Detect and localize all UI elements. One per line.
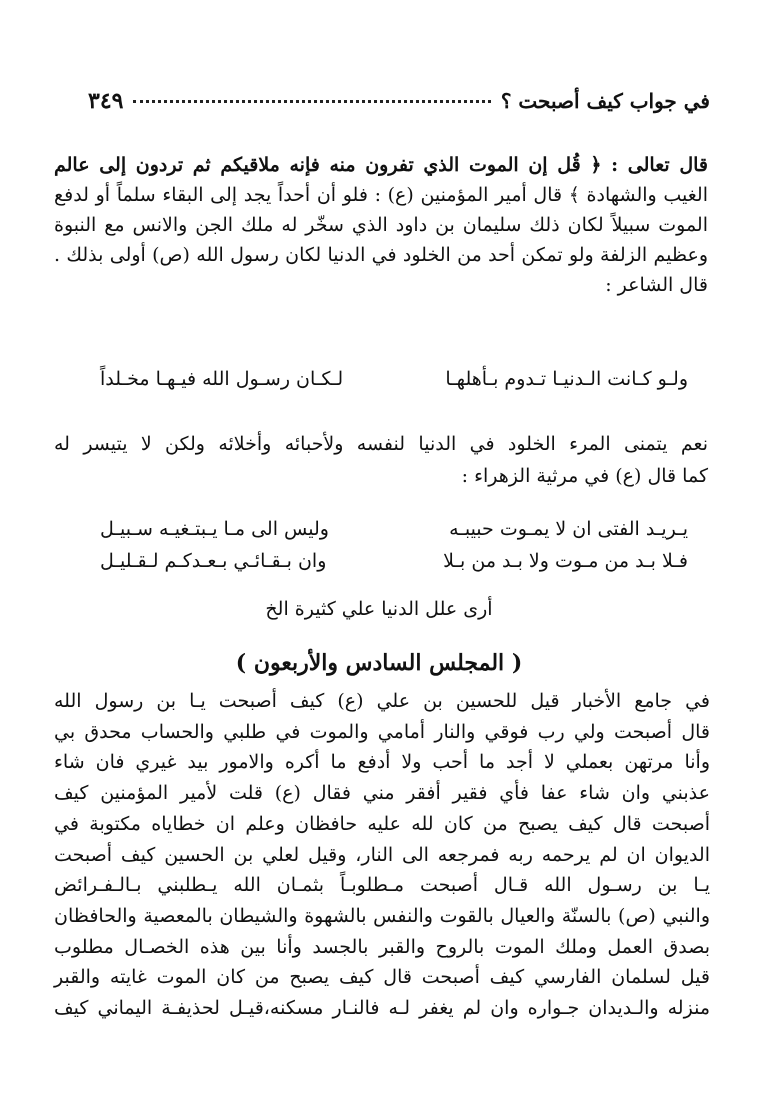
verse-hemistich: فـلا بـد من مـوت ولا بـد من بـلا (443, 550, 688, 572)
body-line: قيل لسلمان الفارسي كيف أصبحت قال كيف يصبح من كان الموت غايته والقبر (54, 966, 710, 989)
dot-leader (133, 100, 490, 103)
page-number: ٣٤٩ (88, 88, 124, 114)
paragraph-line: كما قال (ع) في مرثية الزهراء : (461, 465, 708, 487)
body-line: أصبحت قال كيف يصبح من كان لله عليه حافظان وعلم ان خطاياه مكتوبة في (54, 812, 710, 835)
body-line: يـا بن رسـول الله قـال أصبحت مـطلوبـاً بثمـان الله يـطلبني بـالـفـرائض (54, 874, 710, 897)
body-line: والنبي (ص) بالسنّة والعيال بالقوت والنفس بالشهوة والشيطان بالمعصية والحافظان (54, 904, 710, 927)
verse-hemistich: لـكـان رسـول الله فيـهـا مخـلداً (100, 368, 344, 390)
body-line: عذبني وان شاء عفا فأي فقير أفقر مني فقال (ع) قلت لأمير المؤمنين كيف (54, 782, 710, 805)
intro-line: الغيب والشهادة ﴾ قال أمير المؤمنين (ع) : فلو أن أحداً يجد إلى البقاء سلماً أو لدفع (54, 184, 708, 206)
body-line: الديوان ان لم يرحمه ربه فمرجعه الى النار، وقيل لعلي بن الحسين كيف أصبحت (54, 843, 710, 866)
verse-hemistich: وليس الى مـا يـبتـغيـه سـبيـل (100, 518, 329, 540)
verse-couplet (100, 368, 688, 390)
verse-hemistich: يـريـد الفتى ان لا يمـوت حبيبـه (449, 518, 688, 540)
intro-line: قال الشاعر : (605, 274, 708, 296)
intro-line: الموت سبيلاً لكان ذلك سليمان بن داود الذي سخّر له ملك الجن والانس مع النبوة (54, 214, 708, 236)
body-line: وأنا مرتهن بعملي لا أجد ما أحب ولا أدفع ما أكره والامور بيد غيري فان شاء (54, 751, 710, 774)
body-line: في جامع الأخبار قيل للحسين بن علي (ع) كيف أصبحت يـا بن رسول الله (54, 690, 710, 712)
body-text (54, 686, 710, 1024)
body-line: قال أصبحت ولي رب فوقي والنار أمامي والموت في طلبي والحساب محدق بي (54, 720, 710, 743)
running-title: في جواب كيف أصبحت ؟ (500, 89, 710, 113)
body-line: منزله والـديدان جـواره وان لم يغفر لـه فالنـار مسكنه،قيـل لحذيفـة اليماني كيف (54, 997, 710, 1020)
verse-hemistich: ولـو كـانت الـدنيـا تـدوم بـأهلهـا (445, 368, 688, 390)
verse-couplet (100, 518, 688, 540)
verse-hemistich: وان بـقـائـي بـعـدكـم لـقـليـل (100, 550, 327, 572)
body-line: بصدق العمل وملك الموت بالروح والقبر بالجسد وأنا بين هذه الخصـال مطلوب (54, 935, 710, 958)
second-paragraph (54, 428, 708, 492)
verse-couplet (100, 550, 688, 572)
intro-line: وعظيم الزلفة ولو تمكن أحد من الخلود في الدنيا لكان رسول الله (ص) أولى بذلك . (54, 244, 708, 266)
running-header (88, 84, 710, 118)
intro-line: قال تعالى : ﴿ قُل إن الموت الذي تفرون منه فإنه ملاقيكم ثم تردون إلى عالم (54, 154, 708, 176)
intro-paragraph (54, 150, 708, 300)
section-title: ( المجلس السادس والأربعون ) (235, 650, 523, 676)
verse-line: أرى علل الدنيا علي كثيرة الخ (265, 598, 493, 620)
paragraph-line: نعم يتمنى المرء الخلود في الدنيا لنفسه ولأحبائه وأخلائه ولكن لا يتيسر له (54, 433, 708, 455)
